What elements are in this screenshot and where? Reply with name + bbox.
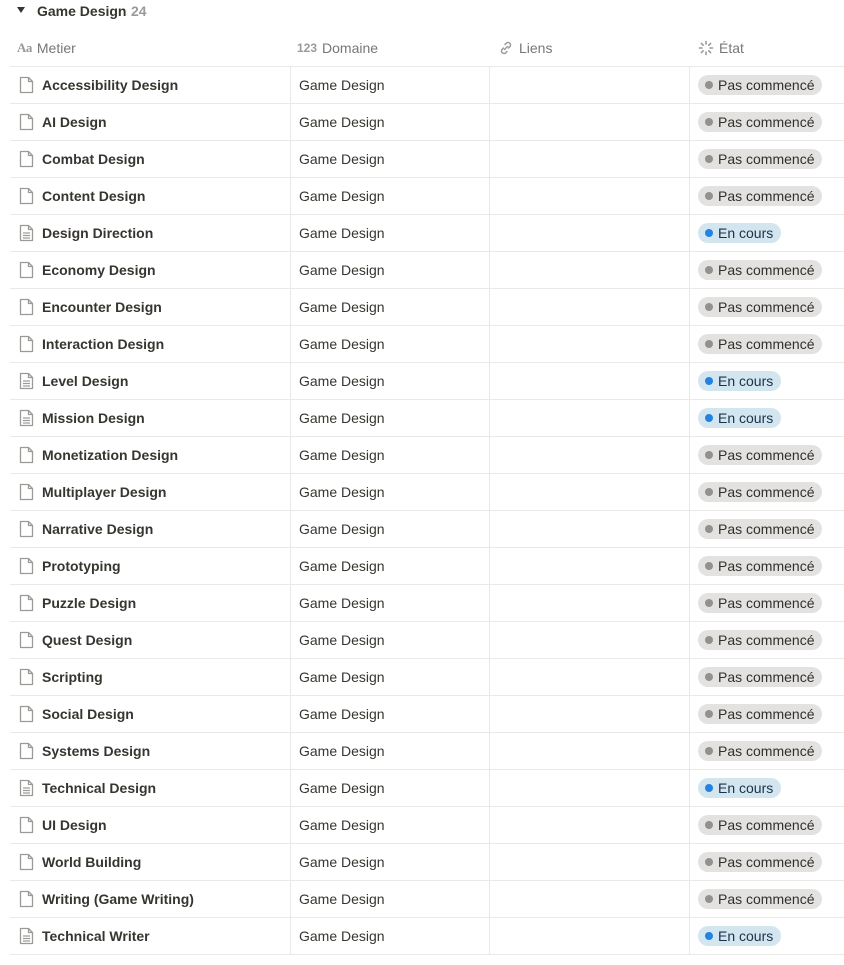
cell-etat[interactable] xyxy=(689,622,844,658)
table-row[interactable] xyxy=(10,289,844,326)
row-title[interactable]: World Building xyxy=(42,854,142,870)
page-icon xyxy=(19,890,34,908)
status-badge xyxy=(698,519,822,539)
cell-etat[interactable] xyxy=(689,659,844,695)
cell-liens[interactable] xyxy=(489,918,689,954)
cell-domaine[interactable] xyxy=(290,585,489,621)
row-title[interactable]: Design Direction xyxy=(42,225,154,241)
cell-etat[interactable] xyxy=(689,511,844,547)
table-row[interactable] xyxy=(10,326,844,363)
table-row[interactable] xyxy=(10,511,844,548)
page-icon xyxy=(19,520,34,538)
status-dot xyxy=(705,118,713,126)
domaine-value: Game Design xyxy=(299,151,385,167)
status-badge xyxy=(698,482,822,502)
cell-domaine[interactable] xyxy=(290,918,489,954)
cell-domaine[interactable] xyxy=(290,400,489,436)
cell-metier[interactable] xyxy=(10,178,289,214)
table-row[interactable] xyxy=(10,696,844,733)
cell-liens[interactable] xyxy=(489,659,689,695)
domaine-value: Game Design xyxy=(299,447,385,463)
row-title[interactable]: Content Design xyxy=(42,188,146,204)
status-dot xyxy=(705,673,713,681)
cell-metier[interactable] xyxy=(10,733,289,769)
status-label: Pas commencé xyxy=(718,151,815,167)
cell-etat[interactable] xyxy=(689,178,844,214)
table-row[interactable] xyxy=(10,215,844,252)
cell-metier[interactable] xyxy=(10,289,289,325)
table-row[interactable] xyxy=(10,178,844,215)
cell-domaine[interactable] xyxy=(290,807,489,843)
cell-liens[interactable] xyxy=(489,400,689,436)
column-header-domaine[interactable] xyxy=(297,30,489,66)
row-title[interactable]: Quest Design xyxy=(42,632,133,648)
status-badge xyxy=(698,667,822,687)
cell-liens[interactable] xyxy=(489,252,689,288)
status-badge xyxy=(698,630,822,650)
status-label: Pas commencé xyxy=(718,299,815,315)
row-title[interactable]: Monetization Design xyxy=(42,447,179,463)
row-title[interactable]: Combat Design xyxy=(42,151,145,167)
table-row[interactable] xyxy=(10,844,844,881)
status-badge xyxy=(698,593,822,613)
domaine-value: Game Design xyxy=(299,891,385,907)
cell-etat[interactable] xyxy=(689,770,844,806)
cell-liens[interactable] xyxy=(489,289,689,325)
status-badge xyxy=(698,334,822,354)
cell-etat[interactable] xyxy=(689,363,844,399)
cell-domaine[interactable] xyxy=(290,511,489,547)
status-label: Pas commencé xyxy=(718,558,815,574)
status-label: Pas commencé xyxy=(718,854,815,870)
cell-metier[interactable] xyxy=(10,844,289,880)
cell-etat[interactable] xyxy=(689,918,844,954)
domaine-value: Game Design xyxy=(299,706,385,722)
table-row[interactable] xyxy=(10,67,844,104)
cell-domaine[interactable] xyxy=(290,437,489,473)
cell-etat[interactable] xyxy=(689,733,844,769)
cell-liens[interactable] xyxy=(489,363,689,399)
row-title[interactable]: Scripting xyxy=(42,669,103,685)
cell-etat[interactable] xyxy=(689,326,844,362)
table-row[interactable] xyxy=(10,881,844,918)
status-dot xyxy=(705,636,713,644)
status-badge xyxy=(698,926,781,946)
status-badge xyxy=(698,112,822,132)
status-label: Pas commencé xyxy=(718,669,815,685)
column-header-metier[interactable] xyxy=(17,30,289,66)
column-label-metier: Metier xyxy=(36,40,76,56)
table-row[interactable] xyxy=(10,474,844,511)
column-header-etat[interactable] xyxy=(698,30,844,66)
cell-metier[interactable] xyxy=(10,585,289,621)
row-title[interactable]: Writing (Game Writing) xyxy=(42,891,194,907)
cell-etat[interactable] xyxy=(689,807,844,843)
domaine-value: Game Design xyxy=(299,77,385,93)
domaine-value: Game Design xyxy=(299,558,385,574)
domaine-value: Game Design xyxy=(299,743,385,759)
status-badge xyxy=(698,445,822,465)
domaine-value: Game Design xyxy=(299,299,385,315)
status-label: En cours xyxy=(718,373,774,389)
row-title[interactable]: UI Design xyxy=(42,817,107,833)
triangle-down-icon[interactable] xyxy=(16,5,26,15)
status-badge xyxy=(698,297,822,317)
status-label: Pas commencé xyxy=(718,484,815,500)
domaine-value: Game Design xyxy=(299,373,385,389)
status-dot xyxy=(705,932,713,940)
status-badge xyxy=(698,704,822,724)
cell-liens[interactable] xyxy=(489,215,689,251)
status-dot xyxy=(705,599,713,607)
status-badge xyxy=(698,778,781,798)
domaine-value: Game Design xyxy=(299,521,385,537)
cell-liens[interactable] xyxy=(489,770,689,806)
domaine-value: Game Design xyxy=(299,484,385,500)
cell-metier[interactable] xyxy=(10,252,289,288)
page-text-icon xyxy=(19,927,34,945)
domaine-value: Game Design xyxy=(299,632,385,648)
page-text-icon xyxy=(19,409,34,427)
status-badge xyxy=(698,741,822,761)
cell-etat[interactable] xyxy=(689,585,844,621)
cell-liens[interactable] xyxy=(489,881,689,917)
cell-metier[interactable] xyxy=(10,437,289,473)
cell-etat[interactable] xyxy=(689,844,844,880)
page-icon xyxy=(19,668,34,686)
cell-etat[interactable] xyxy=(689,474,844,510)
table-header xyxy=(10,30,844,67)
status-dot xyxy=(705,784,713,792)
status-label: Pas commencé xyxy=(718,336,815,352)
page-icon xyxy=(19,816,34,834)
domaine-value: Game Design xyxy=(299,410,385,426)
group-header xyxy=(0,0,844,22)
group-count: 24 xyxy=(131,3,147,19)
cell-domaine[interactable] xyxy=(290,548,489,584)
cell-domaine[interactable] xyxy=(290,104,489,140)
row-title[interactable]: Technical Design xyxy=(42,780,157,796)
status-badge xyxy=(698,815,822,835)
cell-metier[interactable] xyxy=(10,622,289,658)
column-label-domaine: Domaine xyxy=(322,40,379,56)
page-icon xyxy=(19,853,34,871)
number-property-icon: 123 xyxy=(297,41,318,55)
cell-metier[interactable] xyxy=(10,215,289,251)
domaine-value: Game Design xyxy=(299,669,385,685)
cell-liens[interactable] xyxy=(489,733,689,769)
status-label: Pas commencé xyxy=(718,632,815,648)
cell-liens[interactable] xyxy=(489,178,689,214)
status-dot xyxy=(705,747,713,755)
cell-liens[interactable] xyxy=(489,585,689,621)
cell-metier[interactable] xyxy=(10,326,289,362)
cell-domaine[interactable] xyxy=(290,215,489,251)
table-row[interactable] xyxy=(10,252,844,289)
cell-liens[interactable] xyxy=(489,104,689,140)
status-label: Pas commencé xyxy=(718,77,815,93)
status-label: Pas commencé xyxy=(718,188,815,204)
cell-domaine[interactable] xyxy=(290,733,489,769)
table-row[interactable] xyxy=(10,363,844,400)
status-dot xyxy=(705,821,713,829)
status-dot xyxy=(705,562,713,570)
cell-liens[interactable] xyxy=(489,141,689,177)
domaine-value: Game Design xyxy=(299,262,385,278)
status-label: Pas commencé xyxy=(718,521,815,537)
table-row[interactable] xyxy=(10,918,844,955)
table-row[interactable] xyxy=(10,104,844,141)
cell-liens[interactable] xyxy=(489,622,689,658)
cell-metier[interactable] xyxy=(10,659,289,695)
page-icon xyxy=(19,113,34,131)
domaine-value: Game Design xyxy=(299,854,385,870)
group-title[interactable]: Game Design xyxy=(37,3,127,19)
cell-liens[interactable] xyxy=(489,67,689,103)
cell-metier[interactable] xyxy=(10,918,289,954)
link-icon xyxy=(498,40,514,56)
page-icon xyxy=(19,483,34,501)
status-badge xyxy=(698,408,781,428)
domaine-value: Game Design xyxy=(299,225,385,241)
status-label: Pas commencé xyxy=(718,595,815,611)
column-label-etat: État xyxy=(719,40,744,56)
status-dot xyxy=(705,525,713,533)
status-badge xyxy=(698,149,822,169)
row-title[interactable]: Interaction Design xyxy=(42,336,165,352)
page-icon xyxy=(19,76,34,94)
page-icon xyxy=(19,631,34,649)
cell-metier[interactable] xyxy=(10,511,289,547)
row-title[interactable]: Multiplayer Design xyxy=(42,484,167,500)
domaine-value: Game Design xyxy=(299,114,385,130)
page-icon xyxy=(19,335,34,353)
cell-etat[interactable] xyxy=(689,400,844,436)
status-label: Pas commencé xyxy=(718,706,815,722)
row-title[interactable]: Narrative Design xyxy=(42,521,154,537)
cell-liens[interactable] xyxy=(489,807,689,843)
domaine-value: Game Design xyxy=(299,336,385,352)
status-label: En cours xyxy=(718,225,774,241)
table-row[interactable] xyxy=(10,437,844,474)
cell-domaine[interactable] xyxy=(290,622,489,658)
row-title[interactable]: Social Design xyxy=(42,706,134,722)
status-label: Pas commencé xyxy=(718,891,815,907)
page-icon xyxy=(19,261,34,279)
status-badge xyxy=(698,223,781,243)
status-dot xyxy=(705,155,713,163)
cell-metier[interactable] xyxy=(10,474,289,510)
column-header-liens[interactable] xyxy=(498,30,690,66)
status-dot xyxy=(705,710,713,718)
domaine-value: Game Design xyxy=(299,595,385,611)
cell-liens[interactable] xyxy=(489,844,689,880)
page-icon xyxy=(19,187,34,205)
row-title[interactable]: Technical Writer xyxy=(42,928,150,944)
cell-metier[interactable] xyxy=(10,141,289,177)
table-row[interactable] xyxy=(10,770,844,807)
page-icon xyxy=(19,742,34,760)
cell-domaine[interactable] xyxy=(290,363,489,399)
cell-metier[interactable] xyxy=(10,770,289,806)
domaine-value: Game Design xyxy=(299,817,385,833)
page-icon xyxy=(19,298,34,316)
page-icon xyxy=(19,705,34,723)
table-body xyxy=(10,67,844,955)
cell-metier[interactable] xyxy=(10,807,289,843)
page-text-icon xyxy=(19,224,34,242)
cell-etat[interactable] xyxy=(689,881,844,917)
status-label: En cours xyxy=(718,780,774,796)
page-icon xyxy=(19,446,34,464)
table-row[interactable] xyxy=(10,659,844,696)
status-badge xyxy=(698,260,822,280)
cell-domaine[interactable] xyxy=(290,770,489,806)
cell-etat[interactable] xyxy=(689,289,844,325)
cell-metier[interactable] xyxy=(10,67,289,103)
status-dot xyxy=(705,414,713,422)
row-title[interactable]: Mission Design xyxy=(42,410,145,426)
cell-etat[interactable] xyxy=(689,215,844,251)
table-row[interactable] xyxy=(10,585,844,622)
page-icon xyxy=(19,150,34,168)
status-dot xyxy=(705,229,713,237)
cell-liens[interactable] xyxy=(489,437,689,473)
status-badge xyxy=(698,75,822,95)
status-badge xyxy=(698,852,822,872)
status-dot xyxy=(705,858,713,866)
cell-liens[interactable] xyxy=(489,696,689,732)
status-dot xyxy=(705,266,713,274)
status-badge xyxy=(698,186,822,206)
cell-domaine[interactable] xyxy=(290,696,489,732)
column-label-liens: Liens xyxy=(519,40,553,56)
cell-domaine[interactable] xyxy=(290,67,489,103)
row-title[interactable]: Prototyping xyxy=(42,558,121,574)
row-title[interactable]: Systems Design xyxy=(42,743,151,759)
status-dot xyxy=(705,488,713,496)
cell-liens[interactable] xyxy=(489,511,689,547)
status-badge xyxy=(698,889,822,909)
row-title[interactable]: Economy Design xyxy=(42,262,156,278)
status-dot xyxy=(705,81,713,89)
cell-metier[interactable] xyxy=(10,104,289,140)
status-loader-icon xyxy=(698,40,714,56)
cell-etat[interactable] xyxy=(689,252,844,288)
cell-domaine[interactable] xyxy=(290,326,489,362)
table-row[interactable] xyxy=(10,733,844,770)
domaine-value: Game Design xyxy=(299,188,385,204)
cell-domaine[interactable] xyxy=(290,659,489,695)
cell-etat[interactable] xyxy=(689,437,844,473)
cell-etat[interactable] xyxy=(689,104,844,140)
cell-metier[interactable] xyxy=(10,548,289,584)
cell-domaine[interactable] xyxy=(290,844,489,880)
text-property-icon: Aa xyxy=(17,40,32,55)
cell-domaine[interactable] xyxy=(290,178,489,214)
cell-metier[interactable] xyxy=(10,696,289,732)
table-row[interactable] xyxy=(10,400,844,437)
status-dot xyxy=(705,303,713,311)
table-row[interactable] xyxy=(10,622,844,659)
domaine-value: Game Design xyxy=(299,928,385,944)
cell-etat[interactable] xyxy=(689,548,844,584)
cell-liens[interactable] xyxy=(489,548,689,584)
cell-domaine[interactable] xyxy=(290,474,489,510)
cell-etat[interactable] xyxy=(689,696,844,732)
status-dot xyxy=(705,340,713,348)
cell-etat[interactable] xyxy=(689,141,844,177)
status-dot xyxy=(705,377,713,385)
cell-domaine[interactable] xyxy=(290,141,489,177)
status-label: Pas commencé xyxy=(718,447,815,463)
status-dot xyxy=(705,192,713,200)
status-label: Pas commencé xyxy=(718,743,815,759)
page-icon xyxy=(19,594,34,612)
cell-metier[interactable] xyxy=(10,400,289,436)
table-row[interactable] xyxy=(10,548,844,585)
status-badge xyxy=(698,556,822,576)
row-title[interactable]: Accessibility Design xyxy=(42,77,179,93)
table-row[interactable] xyxy=(10,807,844,844)
status-dot xyxy=(705,451,713,459)
page-text-icon xyxy=(19,779,34,797)
cell-liens[interactable] xyxy=(489,474,689,510)
status-label: En cours xyxy=(718,410,774,426)
database-table xyxy=(10,30,844,955)
cell-domaine[interactable] xyxy=(290,252,489,288)
status-dot xyxy=(705,895,713,903)
row-title[interactable]: Level Design xyxy=(42,373,129,389)
cell-metier[interactable] xyxy=(10,881,289,917)
cell-liens[interactable] xyxy=(489,326,689,362)
cell-etat[interactable] xyxy=(689,67,844,103)
status-label: Pas commencé xyxy=(718,114,815,130)
cell-domaine[interactable] xyxy=(290,881,489,917)
status-badge xyxy=(698,371,781,391)
page-text-icon xyxy=(19,372,34,390)
row-title[interactable]: Encounter Design xyxy=(42,299,162,315)
domaine-value: Game Design xyxy=(299,780,385,796)
cell-domaine[interactable] xyxy=(290,289,489,325)
cell-metier[interactable] xyxy=(10,363,289,399)
status-label: Pas commencé xyxy=(718,817,815,833)
status-label: Pas commencé xyxy=(718,262,815,278)
row-title[interactable]: AI Design xyxy=(42,114,107,130)
row-title[interactable]: Puzzle Design xyxy=(42,595,137,611)
status-label: En cours xyxy=(718,928,774,944)
page-icon xyxy=(19,557,34,575)
table-row[interactable] xyxy=(10,141,844,178)
